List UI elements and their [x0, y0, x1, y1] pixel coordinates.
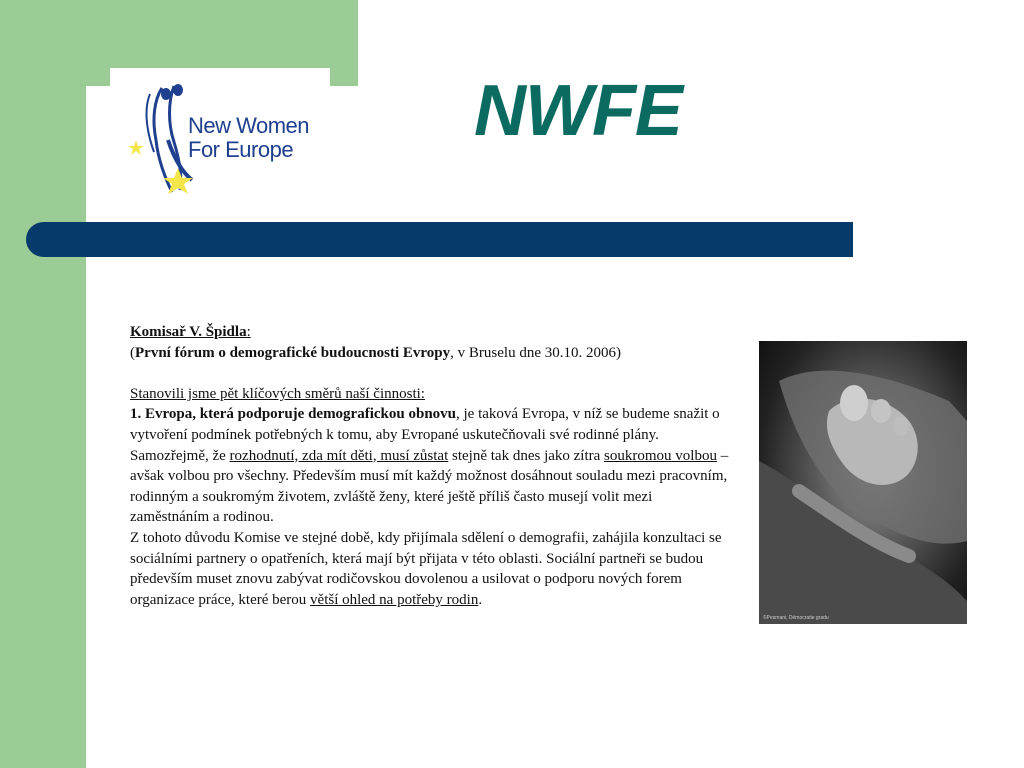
point-1 [130, 404, 730, 528]
forum-title: První fórum o demografické budoucnosti Evropy [135, 344, 451, 361]
open-paren: ( [130, 344, 135, 361]
point-1-text-a: , je taková Evropa, v níž se budeme snažit o vytvoření podmínek potřebných k tomu, aby Evropané uskutečňovali své rodinné plány. Samozřejmě, že [130, 406, 720, 464]
family-needs-link[interactable]: větší ohled na potřeby rodin [310, 591, 479, 608]
logo-line-1: New Women [188, 113, 310, 138]
intro-line [130, 384, 730, 405]
private-choice-link[interactable]: soukromou volbou [604, 447, 717, 464]
forum-details: , v Bruselu dne 30.10. 2006) [450, 344, 621, 361]
paragraph-2-end: . [478, 591, 483, 608]
page-title: NWFE [474, 71, 682, 151]
decision-link[interactable]: rozhodnutí, zda mít děti, musí zůstat [229, 447, 449, 464]
star-icon [163, 168, 193, 194]
logo-text [188, 114, 309, 162]
point-1-text-c: – avšak volbou pro všechny. Především musí mít každý možnost dosáhnout souladu mezi pracovním, rodinným a soukromým životem, zvláště ženy, které ještě příliš často musejí volit mezi zaměstnáním a rodinou. [130, 447, 729, 526]
commissioner-name[interactable]: Komisař V. Špidla [130, 324, 247, 340]
hands-illustration [759, 341, 967, 624]
spacer [130, 363, 730, 384]
name-colon: : [246, 324, 251, 340]
left-green-strip [0, 0, 86, 768]
main-text [130, 322, 730, 610]
paragraph-2-text: Z tohoto důvodu Komise ve stejné době, kdy přijímala sdělení o demografii, zahájila konzultaci se sociálními partnery o opatřeních, která mají být přijata v této oblasti. Sociální partneři se budou především muset znovu zabývat rodičovskou dovolenou a usilovat o podporu nových forem organizace práce, které berou [130, 529, 722, 608]
commissioner-line [130, 322, 730, 343]
header-bar [26, 222, 853, 257]
logo-line-2: For Europe [188, 137, 294, 162]
paragraph-2 [130, 528, 730, 610]
point-1-text-b: stejně tak dnes jako zítra [448, 447, 605, 464]
forum-line [130, 343, 730, 364]
hand-holding-baby-foot-photo [759, 341, 967, 624]
point-1-heading: 1. Evropa, která podporuje demografickou obnovu [130, 406, 457, 423]
intro-link[interactable]: Stanovili jsme pět klíčových směrů naší činnosti: [130, 385, 425, 402]
star-icon-small [128, 140, 144, 155]
photo-credit: ©Pesmani, Démocratie gradu [763, 615, 829, 621]
